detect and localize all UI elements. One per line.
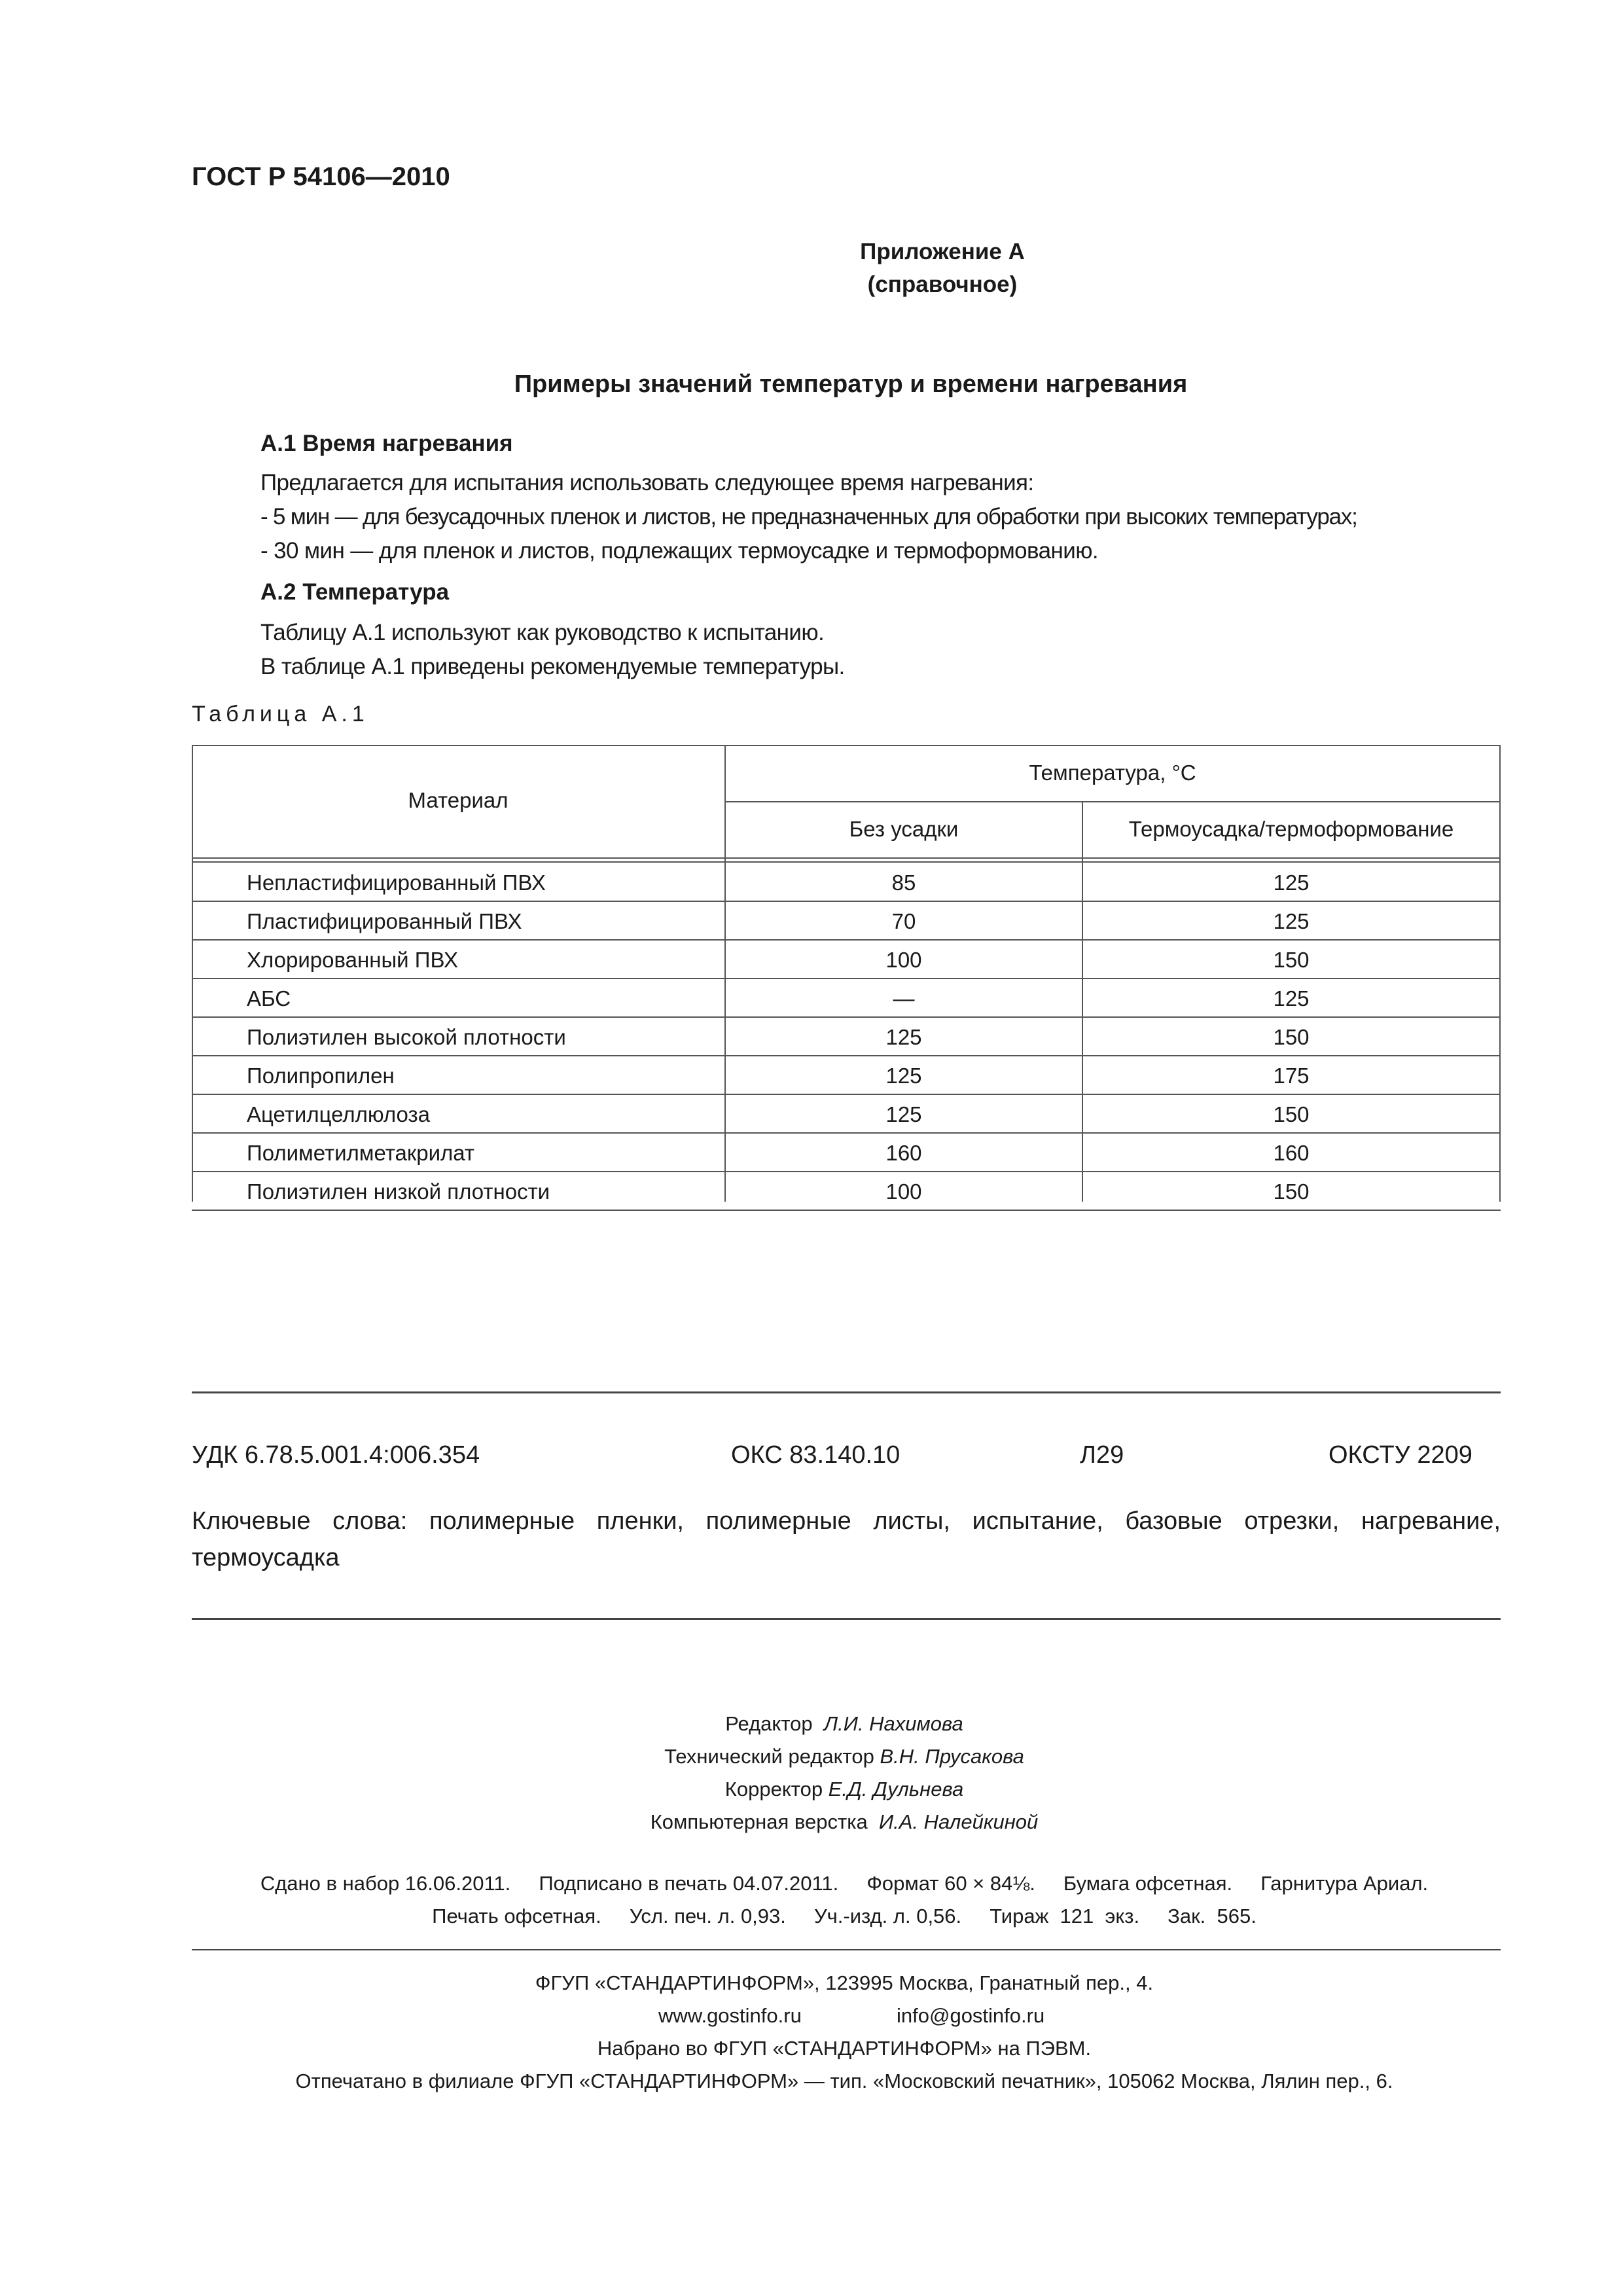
publisher-typeset-info: Набрано во ФГУП «СТАНДАРТИНФОРМ» на ПЭВМ. (597, 2037, 1092, 2060)
publisher-print-info: Отпечатано в филиале ФГУП «СТАНДАРТИНФОРМ» — тип. «Московский печатник», 105062 Москва, Лялин пер., 6. (295, 2070, 1393, 2092)
cell-material: Пластифицированный ПВХ (247, 909, 522, 933)
cell-shrink-temp: 150 (1273, 1025, 1310, 1049)
section-a1-title: А.1 Время нагревания (260, 431, 513, 456)
cell-no-shrink-temp: 125 (885, 1102, 922, 1126)
publisher-address: ФГУП «СТАНДАРТИНФОРМ», 123995 Москва, Гранатный пер., 4. (535, 1971, 1154, 1994)
table-caption: Таблица А.1 (192, 702, 369, 726)
cell-material: Полиэтилен высокой плотности (247, 1025, 566, 1049)
section-a1-line: Предлагается для испытания использовать следующее время нагревания: (260, 470, 1034, 495)
publisher-website[interactable]: www.gostinfo.ru (658, 2004, 802, 2027)
cell-shrink-temp: 150 (1273, 1179, 1310, 1204)
appendix-title (707, 236, 1178, 301)
credit-label: Корректор (724, 1778, 823, 1801)
cell-shrink-temp: 150 (1273, 948, 1310, 972)
cell-no-shrink-temp: — (893, 986, 915, 1011)
credit-corrector (0, 1778, 1623, 1801)
credit-person: И.А. Налейкиной (878, 1810, 1039, 1833)
keywords: Ключевые слова: полимерные пленки, полимерные листы, испытание, базовые отрезки, нагревание, термоусадка (192, 1507, 1501, 1571)
appendix-name: Приложение А (860, 239, 1025, 264)
credit-person: Л.И. Нахимова (823, 1712, 963, 1735)
credit-tech-editor (0, 1745, 1623, 1768)
section-a2-line: В таблице А.1 приведены рекомендуемые температуры. (260, 654, 845, 679)
udk-code: УДК 6.78.5.001.4:006.354 (192, 1441, 480, 1469)
section-a1-line: - 30 мин — для пленок и листов, подлежащих термоусадке и термоформованию. (260, 538, 1098, 564)
credit-label: Редактор (725, 1712, 813, 1735)
credit-person: В.Н. Прусакова (880, 1745, 1024, 1768)
document-code: ГОСТ Р 54106—2010 (192, 162, 450, 191)
cell-material: Непластифицированный ПВХ (247, 870, 546, 895)
cell-shrink-temp: 150 (1273, 1102, 1310, 1126)
oks-code: ОКС 83.140.10 (731, 1441, 901, 1469)
divider (192, 1618, 1501, 1620)
okstu-code: ОКСТУ 2209 (1329, 1441, 1472, 1469)
cell-material: Ацетилцеллюлоза (247, 1102, 431, 1126)
cell-material: Полиэтилен низкой плотности (247, 1179, 550, 1204)
appendix-type: (справочное) (867, 272, 1018, 297)
credit-layout (0, 1810, 1623, 1834)
credit-label: Технический редактор (664, 1745, 874, 1768)
cell-no-shrink-temp: 85 (891, 870, 916, 895)
cell-no-shrink-temp: 125 (885, 1064, 922, 1088)
cell-no-shrink-temp: 160 (885, 1141, 922, 1165)
divider (192, 1391, 1501, 1393)
cell-material: Хлорированный ПВХ (247, 948, 459, 972)
publisher-email[interactable]: info@gostinfo.ru (897, 2004, 1045, 2027)
credit-label: Компьютерная верстка (650, 1810, 868, 1833)
cell-material: Полипропилен (247, 1064, 395, 1088)
cell-material: АБС (247, 986, 291, 1011)
l-code: Л29 (1080, 1441, 1124, 1469)
section-a2-line: Таблицу А.1 используют как руководство к испытанию. (260, 620, 825, 645)
cell-shrink-temp: 125 (1273, 870, 1310, 895)
temperature-table (192, 745, 1501, 1203)
section-a2-title: А.2 Температура (260, 579, 450, 605)
credit-editor (0, 1712, 1623, 1736)
main-heading: Примеры значений температур и времени нагревания (514, 370, 1188, 398)
section-a1-line: - 5 мин — для безусадочных пленок и листов, не предназначенных для обработки при высоких температурах; (260, 504, 1357, 529)
print-info-line: Сдано в набор 16.06.2011. Подписано в печать 04.07.2011. Формат 60 × 84⅛. Бумага офсетная. Гарнитура Ариал. (260, 1872, 1429, 1895)
cell-shrink-temp: 175 (1273, 1064, 1310, 1088)
header-no-shrink: Без усадки (849, 817, 959, 841)
header-temperature: Температура, °С (1029, 761, 1196, 785)
divider (192, 1949, 1501, 1950)
cell-no-shrink-temp: 125 (885, 1025, 922, 1049)
cell-shrink-temp: 125 (1273, 909, 1310, 933)
cell-no-shrink-temp: 70 (891, 909, 916, 933)
cell-shrink-temp: 160 (1273, 1141, 1310, 1165)
cell-no-shrink-temp: 100 (885, 1179, 922, 1204)
print-info-line: Печать офсетная. Усл. печ. л. 0,93. Уч.-изд. л. 0,56. Тираж 121 экз. Зак. 565. (432, 1905, 1257, 1928)
header-shrink: Термоусадка/термоформование (1128, 817, 1454, 841)
cell-shrink-temp: 125 (1273, 986, 1310, 1011)
credit-person: Е.Д. Дульнева (828, 1778, 964, 1801)
cell-no-shrink-temp: 100 (885, 948, 922, 972)
cell-material: Полиметилметакрилат (247, 1141, 475, 1165)
header-material: Материал (408, 788, 508, 812)
